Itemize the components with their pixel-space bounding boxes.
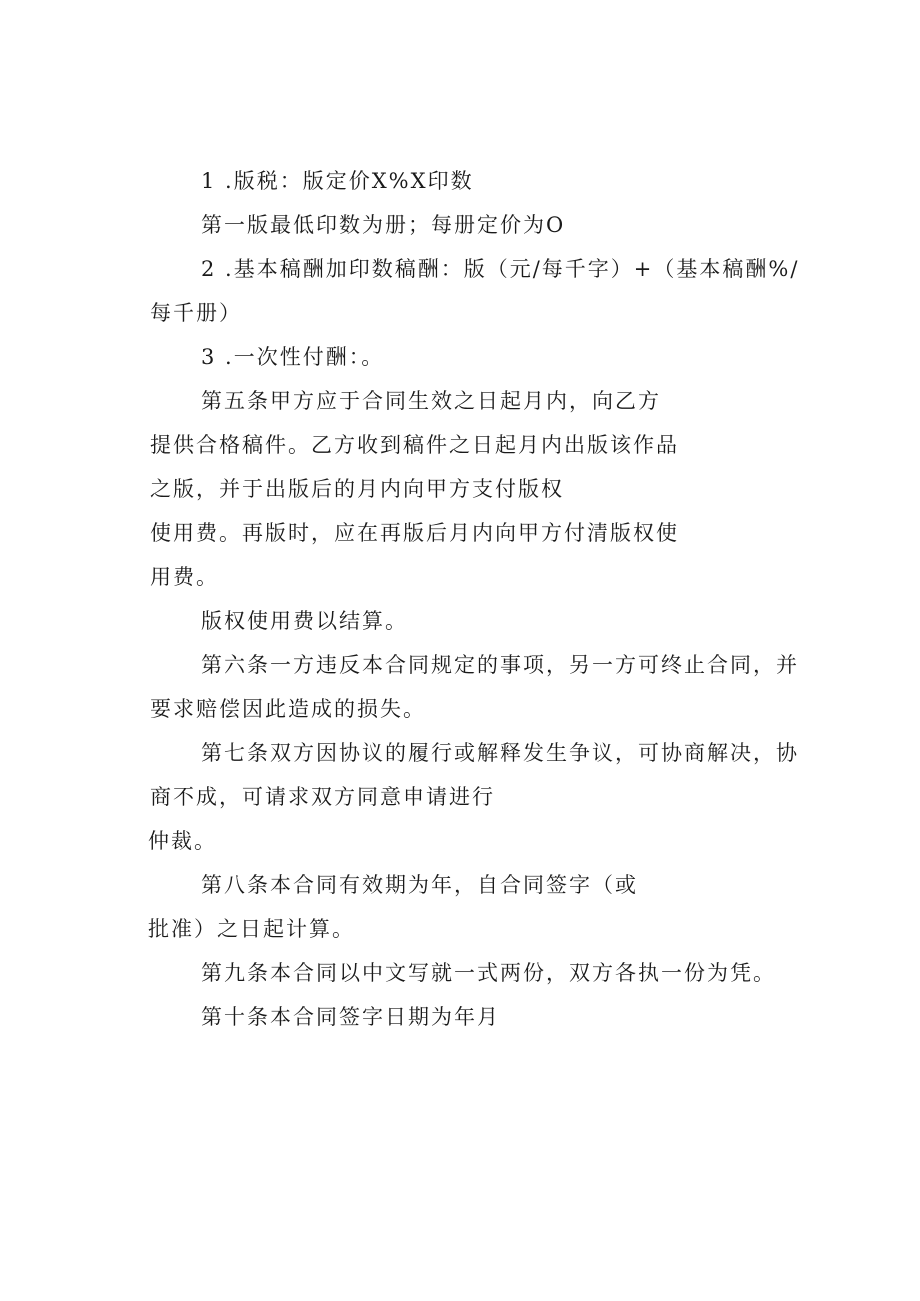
article-ten-line: 第十条本合同签字日期为年月 [201, 1005, 500, 1029]
article-seven-line-2: 商不成，可请求双方同意申请进行 [150, 785, 495, 809]
article-eight-line-2: 批准）之日起计算。 [148, 917, 355, 941]
article-six-line-2: 要求赔偿因此造成的损失。 [150, 697, 426, 721]
article-five-line-4: 使用费。再版时，应在再版后月内向甲方付清版权使 [150, 521, 679, 545]
article-seven-line-1: 第七条双方因协议的履行或解释发生争议，可协商解决，协 [201, 741, 799, 765]
article-eight-line-1: 第八条本合同有效期为年，自合同签字（或 [201, 873, 638, 897]
basic-fee-continuation-line: 每千册） [150, 301, 242, 325]
article-nine-line: 第九条本合同以中文写就一式两份，双方各执一份为凭。 [201, 961, 776, 985]
clause-one-time-payment-line: 3 .一次性付酬：。 [201, 345, 385, 369]
article-five-line-5: 用费。 [150, 565, 219, 589]
article-five-line-3: 之版，并于出版后的月内向甲方支付版权 [150, 477, 564, 501]
clause-royalty-line: 1 .版税：版定价X%X印数 [201, 169, 474, 193]
article-six-line-1: 第六条一方违反本合同规定的事项，另一方可终止合同，并 [201, 653, 799, 677]
first-edition-print-line: 第一版最低印数为册；每册定价为O [201, 213, 566, 237]
clause-basic-fee-line: 2 .基本稿酬加印数稿酬：版（元/每千字）+（基本稿酬%/ [201, 257, 800, 281]
article-five-line-2: 提供合格稿件。乙方收到稿件之日起月内出版该作品 [150, 433, 679, 457]
article-five-line-1: 第五条甲方应于合同生效之日起月内，向乙方 [201, 389, 661, 413]
article-seven-line-3: 仲裁。 [148, 829, 217, 853]
settlement-line: 版权使用费以结算。 [201, 609, 408, 633]
